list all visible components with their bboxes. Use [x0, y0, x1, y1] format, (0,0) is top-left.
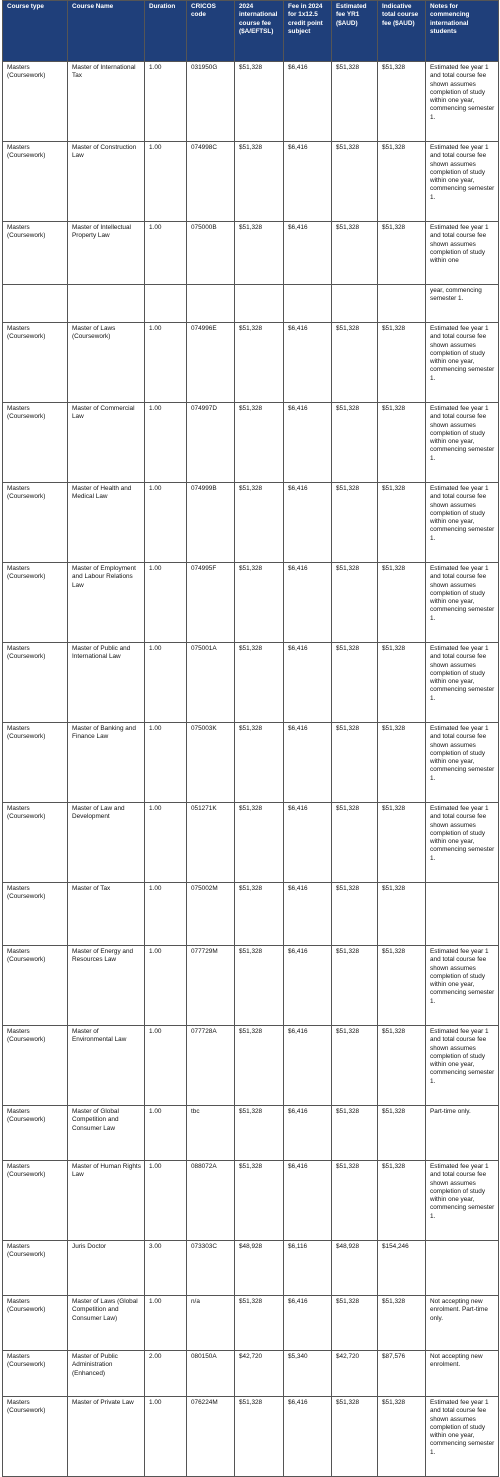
cell-total-fee: $51,328 [378, 62, 426, 142]
cell-name: Master of Laws (Global Competition and Consumer Law) [68, 1296, 145, 1351]
cell-notes: Estimated fee year 1 and total course fee shown assumes completion of study within one year, commencing semester 1. [426, 403, 499, 483]
cell-fee-credit: $6,416 [284, 142, 332, 222]
cell-cricos: 075001A [187, 643, 235, 723]
cell-fee2024: $51,328 [235, 723, 284, 803]
cell-fee-credit: $6,416 [284, 946, 332, 1026]
cell-type: Masters (Coursework) [3, 323, 68, 403]
cell-name [68, 285, 145, 323]
cell-name: Master of Employment and Labour Relations Law [68, 563, 145, 643]
cell-total-fee: $51,328 [378, 1397, 426, 1477]
cell-fee2024: $48,928 [235, 1241, 284, 1296]
table-row [3, 946, 499, 1026]
cell-name: Master of Private Law [68, 1397, 145, 1477]
header-cricos: CRICOS code [187, 1, 235, 62]
cell-type: Masters (Coursework) [3, 643, 68, 723]
cell-notes: Not accepting new enrolment. Part-time only. [426, 1296, 499, 1351]
cell-est-fee [332, 285, 378, 323]
cell-cricos: 074995F [187, 563, 235, 643]
table-row [3, 1026, 499, 1106]
cell-cricos: 074999B [187, 483, 235, 563]
cell-type: Masters (Coursework) [3, 1106, 68, 1161]
cell-total-fee: $51,328 [378, 643, 426, 723]
cell-cricos: 074998C [187, 142, 235, 222]
header-fee-2024: 2024 international course fee ($A/EFTSL) [235, 1, 284, 62]
cell-type: Masters (Coursework) [3, 222, 68, 285]
cell-duration: 1.00 [145, 1397, 187, 1477]
table-row [3, 62, 499, 142]
cell-est-fee: $51,328 [332, 643, 378, 723]
cell-name: Master of Public and International Law [68, 643, 145, 723]
cell-notes: Part-time only. [426, 1106, 499, 1161]
cell-total-fee: $51,328 [378, 222, 426, 285]
cell-name: Master of Tax [68, 883, 145, 946]
cell-cricos [187, 285, 235, 323]
cell-notes: Estimated fee year 1 and total course fee shown assumes completion of study within one year, commencing semester 1. [426, 323, 499, 403]
cell-est-fee: $51,328 [332, 723, 378, 803]
header-notes: Notes for commencing international students [426, 1, 499, 62]
cell-est-fee: $42,720 [332, 1351, 378, 1397]
cell-total-fee: $154,246 [378, 1241, 426, 1296]
table-row [3, 643, 499, 723]
cell-cricos: 074996E [187, 323, 235, 403]
cell-total-fee: $51,328 [378, 1106, 426, 1161]
cell-total-fee: $51,328 [378, 1161, 426, 1241]
cell-fee2024: $51,328 [235, 222, 284, 285]
cell-type: Masters (Coursework) [3, 563, 68, 643]
cell-notes: Estimated fee year 1 and total course fee shown assumes completion of study within one year, commencing semester 1. [426, 1026, 499, 1106]
cell-name: Master of Energy and Resources Law [68, 946, 145, 1026]
cell-name: Master of Health and Medical Law [68, 483, 145, 563]
cell-type [3, 285, 68, 323]
cell-name: Master of Public Administration (Enhanced) [68, 1351, 145, 1397]
cell-duration: 1.00 [145, 946, 187, 1026]
cell-fee2024: $51,328 [235, 563, 284, 643]
cell-duration: 1.00 [145, 483, 187, 563]
cell-fee2024: $51,328 [235, 1106, 284, 1161]
cell-cricos: 077728A [187, 1026, 235, 1106]
cell-duration: 1.00 [145, 1026, 187, 1106]
table-row [3, 1397, 499, 1477]
cell-type: Masters (Coursework) [3, 483, 68, 563]
cell-name: Master of Law and Development [68, 803, 145, 883]
cell-cricos: 075003K [187, 723, 235, 803]
cell-total-fee: $51,328 [378, 483, 426, 563]
cell-duration: 1.00 [145, 403, 187, 483]
cell-duration: 1.00 [145, 62, 187, 142]
cell-notes: Not accepting new enrolment. [426, 1351, 499, 1397]
table-header-row [3, 1, 499, 62]
course-fees-table [2, 0, 499, 1477]
cell-notes: Estimated fee year 1 and total course fee shown assumes completion of study within one year, commencing semester 1. [426, 1397, 499, 1477]
table-row [3, 1161, 499, 1241]
header-course-name: Course Name [68, 1, 145, 62]
cell-est-fee: $51,328 [332, 323, 378, 403]
cell-total-fee: $51,328 [378, 403, 426, 483]
cell-duration: 1.00 [145, 1106, 187, 1161]
cell-notes [426, 1241, 499, 1296]
cell-fee2024: $51,328 [235, 1026, 284, 1106]
cell-fee-credit: $6,416 [284, 723, 332, 803]
cell-fee-credit: $6,416 [284, 803, 332, 883]
cell-duration: 1.00 [145, 563, 187, 643]
table-row [3, 1106, 499, 1161]
cell-type: Masters (Coursework) [3, 62, 68, 142]
cell-est-fee: $51,328 [332, 142, 378, 222]
cell-fee-credit: $6,416 [284, 403, 332, 483]
cell-duration: 1.00 [145, 1296, 187, 1351]
cell-type: Masters (Coursework) [3, 1296, 68, 1351]
cell-duration: 1.00 [145, 643, 187, 723]
cell-notes: Estimated fee year 1 and total course fee shown assumes completion of study within one year, commencing semester 1. [426, 563, 499, 643]
cell-cricos: 051271K [187, 803, 235, 883]
cell-duration: 1.00 [145, 723, 187, 803]
table-row [3, 483, 499, 563]
cell-est-fee: $51,328 [332, 1161, 378, 1241]
cell-duration: 1.00 [145, 883, 187, 946]
cell-duration [145, 285, 187, 323]
cell-fee-credit: $6,416 [284, 1026, 332, 1106]
cell-fee2024: $51,328 [235, 323, 284, 403]
cell-notes: Estimated fee year 1 and total course fee shown assumes completion of study within one year, commencing semester 1. [426, 483, 499, 563]
cell-name: Juris Doctor [68, 1241, 145, 1296]
cell-fee2024: $51,328 [235, 403, 284, 483]
cell-fee-credit [284, 285, 332, 323]
cell-notes: Estimated fee year 1 and total course fee shown assumes completion of study within one year, commencing semester 1. [426, 946, 499, 1026]
cell-est-fee: $51,328 [332, 946, 378, 1026]
cell-fee2024: $51,328 [235, 946, 284, 1026]
cell-est-fee: $51,328 [332, 222, 378, 285]
header-duration: Duration [145, 1, 187, 62]
cell-notes: Estimated fee year 1 and total course fee shown assumes completion of study within one year, commencing semester 1. [426, 62, 499, 142]
cell-fee-credit: $6,116 [284, 1241, 332, 1296]
table-row [3, 1351, 499, 1397]
table-row [3, 323, 499, 403]
cell-total-fee: $51,328 [378, 883, 426, 946]
cell-name: Master of Construction Law [68, 142, 145, 222]
table-row [3, 222, 499, 285]
cell-cricos: 074997D [187, 403, 235, 483]
cell-fee-credit: $6,416 [284, 323, 332, 403]
cell-est-fee: $51,328 [332, 483, 378, 563]
cell-est-fee: $51,328 [332, 62, 378, 142]
cell-cricos: 080150A [187, 1351, 235, 1397]
cell-name: Master of Laws (Coursework) [68, 323, 145, 403]
cell-notes [426, 883, 499, 946]
cell-duration: 1.00 [145, 142, 187, 222]
cell-est-fee: $48,928 [332, 1241, 378, 1296]
cell-type: Masters (Coursework) [3, 1397, 68, 1477]
cell-name: Master of Commercial Law [68, 403, 145, 483]
cell-notes: Estimated fee year 1 and total course fee shown assumes completion of study within one year, commencing semester 1. [426, 1161, 499, 1241]
cell-fee2024: $51,328 [235, 62, 284, 142]
cell-total-fee: $51,328 [378, 1026, 426, 1106]
cell-fee2024 [235, 285, 284, 323]
cell-duration: 2.00 [145, 1351, 187, 1397]
cell-notes: Estimated fee year 1 and total course fee shown assumes completion of study within one year, commencing semester 1. [426, 142, 499, 222]
cell-type: Masters (Coursework) [3, 946, 68, 1026]
cell-name: Master of International Tax [68, 62, 145, 142]
cell-est-fee: $51,328 [332, 403, 378, 483]
cell-cricos: 077729M [187, 946, 235, 1026]
cell-type: Masters (Coursework) [3, 883, 68, 946]
table-row [3, 1296, 499, 1351]
cell-total-fee [378, 285, 426, 323]
cell-est-fee: $51,328 [332, 1026, 378, 1106]
cell-total-fee: $87,576 [378, 1351, 426, 1397]
cell-fee-credit: $6,416 [284, 1397, 332, 1477]
table-row [3, 883, 499, 946]
cell-fee2024: $51,328 [235, 142, 284, 222]
cell-notes: Estimated fee year 1 and total course fee shown assumes completion of study within one year, commencing semester 1. [426, 723, 499, 803]
table-row [3, 1241, 499, 1296]
cell-total-fee: $51,328 [378, 323, 426, 403]
cell-total-fee: $51,328 [378, 1296, 426, 1351]
cell-cricos: 088072A [187, 1161, 235, 1241]
cell-fee2024: $42,720 [235, 1351, 284, 1397]
cell-fee2024: $51,328 [235, 1397, 284, 1477]
cell-fee-credit: $6,416 [284, 483, 332, 563]
cell-fee2024: $51,328 [235, 1296, 284, 1351]
cell-est-fee: $51,328 [332, 1397, 378, 1477]
cell-total-fee: $51,328 [378, 803, 426, 883]
cell-fee2024: $51,328 [235, 1161, 284, 1241]
cell-duration: 1.00 [145, 1161, 187, 1241]
cell-type: Masters (Coursework) [3, 1351, 68, 1397]
cell-cricos: 073303C [187, 1241, 235, 1296]
cell-cricos: 031950G [187, 62, 235, 142]
cell-total-fee: $51,328 [378, 946, 426, 1026]
cell-notes: Estimated fee year 1 and total course fee shown assumes completion of study within one year, commencing semester 1. [426, 643, 499, 723]
cell-fee2024: $51,328 [235, 483, 284, 563]
cell-est-fee: $51,328 [332, 1296, 378, 1351]
cell-fee-credit: $5,340 [284, 1351, 332, 1397]
cell-cricos: n/a [187, 1296, 235, 1351]
cell-name: Master of Global Competition and Consumer Law [68, 1106, 145, 1161]
cell-type: Masters (Coursework) [3, 1026, 68, 1106]
cell-type: Masters (Coursework) [3, 142, 68, 222]
cell-duration: 1.00 [145, 323, 187, 403]
cell-notes: Estimated fee year 1 and total course fee shown assumes completion of study within one year, commencing semester 1. [426, 803, 499, 883]
cell-fee2024: $51,328 [235, 643, 284, 723]
cell-est-fee: $51,328 [332, 563, 378, 643]
cell-duration: 1.00 [145, 803, 187, 883]
header-total-fee: Indicative total course fee ($AUD) [378, 1, 426, 62]
cell-name: Master of Intellectual Property Law [68, 222, 145, 285]
table-row [3, 285, 499, 323]
table-row [3, 142, 499, 222]
cell-fee-credit: $6,416 [284, 62, 332, 142]
cell-type: Masters (Coursework) [3, 723, 68, 803]
cell-name: Master of Environmental Law [68, 1026, 145, 1106]
header-est-fee: Estimated fee YR1 ($AUD) [332, 1, 378, 62]
table-row [3, 563, 499, 643]
cell-duration: 1.00 [145, 222, 187, 285]
table-body [3, 62, 499, 1477]
cell-fee-credit: $6,416 [284, 1296, 332, 1351]
cell-cricos: 076224M [187, 1397, 235, 1477]
cell-est-fee: $51,328 [332, 803, 378, 883]
cell-fee-credit: $6,416 [284, 563, 332, 643]
cell-type: Masters (Coursework) [3, 803, 68, 883]
cell-total-fee: $51,328 [378, 563, 426, 643]
header-course-type: Course type [3, 1, 68, 62]
cell-fee-credit: $6,416 [284, 1161, 332, 1241]
cell-type: Masters (Coursework) [3, 403, 68, 483]
cell-est-fee: $51,328 [332, 883, 378, 946]
cell-total-fee: $51,328 [378, 723, 426, 803]
header-fee-credit: Fee in 2024 for 1x12.5 credit point subject [284, 1, 332, 62]
cell-type: Masters (Coursework) [3, 1241, 68, 1296]
cell-fee-credit: $6,416 [284, 643, 332, 723]
cell-name: Master of Human Rights Law [68, 1161, 145, 1241]
table-row [3, 723, 499, 803]
cell-type: Masters (Coursework) [3, 1161, 68, 1241]
cell-duration: 3.00 [145, 1241, 187, 1296]
cell-total-fee: $51,328 [378, 142, 426, 222]
cell-fee2024: $51,328 [235, 803, 284, 883]
cell-cricos: 075000B [187, 222, 235, 285]
cell-fee-credit: $6,416 [284, 222, 332, 285]
cell-fee2024: $51,328 [235, 883, 284, 946]
cell-name: Master of Banking and Finance Law [68, 723, 145, 803]
table-row [3, 803, 499, 883]
cell-notes: year, commencing semester 1. [426, 285, 499, 323]
cell-fee-credit: $6,416 [284, 1106, 332, 1161]
cell-est-fee: $51,328 [332, 1106, 378, 1161]
cell-notes: Estimated fee year 1 and total course fee shown assumes completion of study within one [426, 222, 499, 285]
cell-fee-credit: $6,416 [284, 883, 332, 946]
table-row [3, 403, 499, 483]
cell-cricos: 075002M [187, 883, 235, 946]
cell-cricos: tbc [187, 1106, 235, 1161]
